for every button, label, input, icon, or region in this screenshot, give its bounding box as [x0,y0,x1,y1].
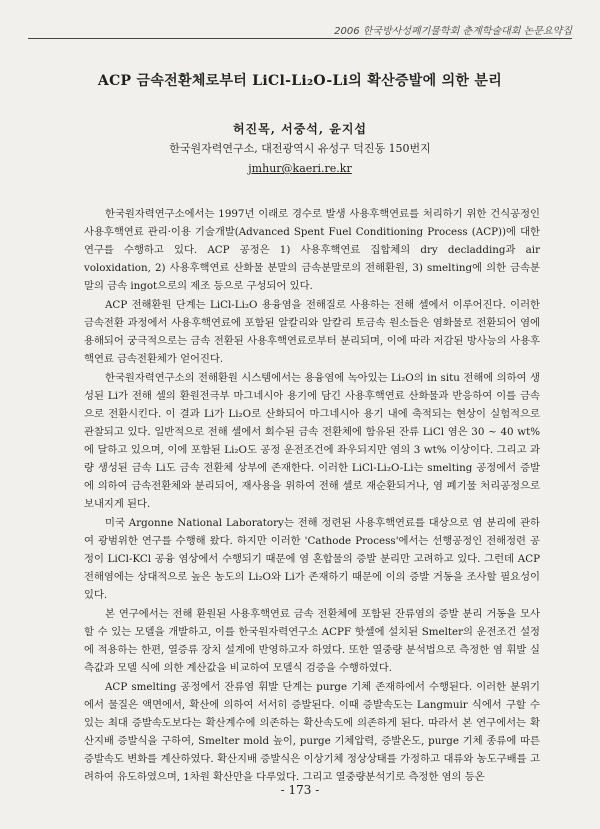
paper-body [84,205,540,787]
running-header: 2006 한국방사성폐기물학회 춘계학술대회 논문요약집 [334,26,572,37]
body-paragraph: ACP 전해환원 단계는 LiCl-Li₂O 용융염을 전해질로 사용하는 전해 셀에서 이루어진다. 이러한 금속전환 과정에서 사용후핵연료에 포함된 알칼리와 알칼리 토금속 원소들은 염화물로 전환되어 염에 용해되어 궁극적으로는 금속 전환된 사용후핵연료로부터 분리되며, 이에 따라 저감된 방사능의 사용후핵연료 금속전환체가 얻어진다. [84,299,540,365]
header-rule [28,38,572,39]
author-email[interactable]: jmhur@kaeri.re.kr [248,162,352,175]
paper-title: ACP 금속전환체로부터 LiCl-Li₂O-Li의 확산증발에 의한 분리 [97,73,503,89]
body-paragraph: 한국원자력연구소의 전해환원 시스템에서는 용융염에 녹아있는 Li₂O의 in situ 전해에 의하여 생성된 Li가 전해 셀의 환원전극부 마그네시아 용기에 담긴 사용후핵연료 산화물과 반응하여 이를 금속으로 전환시킨다. 이 결과 Li가 Li₂O로 산화되어 마그네시아 용기 내에 축적되는 현상이 실험적으로 관찰되고 있다. 일반적으로 전해 셀에서 회수된 금속 전환체에 함유된 잔류 LiCl 염은 30 ~ 40 wt%에 달하고 있으며, 이에 포함된 Li₂O도 공정 운전조건에 좌우되지만 염의 3 wt% 이상이다. 그리고 과량 생성된 금속 Li도 금속 전환체 상부에 존재한다. 이러한 LiCl-Li₂O-Li는 smelting 공정에서 증발에 의하여 금속전환체와 분리되어, 재사용을 위하여 전해 셀로 재순환되거나, 염 폐기물 처리공정으로 보내지게 된다. [84,372,540,510]
page-number: - 173 - [280,783,320,797]
body-paragraph: 본 연구에서는 전해 환원된 사용후핵연료 금속 전환체에 포함된 잔류염의 증발 분리 거동을 모사할 수 있는 모델을 개발하고, 이를 한국원자력연구소 ACPF 핫셀에 설치된 Smelter의 운전조건 설정에 적용하는 한편, 열증류 장치 설계에 반영하고자 하였다. 또한 열중량 분석법으로 측정한 염 휘발 실측값과 모델 식에 의한 계산값을 비교하여 모델식 검증을 수행하였다. [84,608,540,674]
body-paragraph: 한국원자력연구소에서는 1997년 이래로 경수로 발생 사용후핵연료를 처리하기 위한 건식공정인 사용후핵연료 관리·이용 기술개발(Advanced Spent Fuel Conditioning Process (ACP))에 대한 연구를 수행하고 있다. ACP 공정은 1) 사용후핵연료 집합체의 dry decladding과 air voloxidation, 2) 사용후핵연료 산화물 분말의 금속분말로의 전해환원, 3) smelting에 의한 금속분말의 금속 ingot으로의 제조 등으로 구성되어 있다. [84,208,540,292]
affiliation: 한국원자력연구소, 대전광역시 유성구 덕진동 150번지 [169,142,431,155]
body-paragraph: ACP smelting 공정에서 잔류염 휘발 단계는 purge 기체 존재하에서 수행된다. 이러한 분위기에서 물질은 액면에서, 확산에 의하여 서서히 증발된다. 이때 증발속도는 Langmuir 식에서 구할 수 있는 최대 증발속도보다는 확산계수에 의존하는 확산속도에 의존하게 된다. 따라서 본 연구에서는 확산지배 증발식을 구하여, Smelter mold 높이, purge 기체압력, 증발온도, purge 기체 종류에 따른 증발속도 변화를 계산하였다. 확산지배 증발식은 이상기체 정상상태를 가정하고 대류와 농도구배를 고려하여 유도하였으며, 1차원 확산만을 다루었다. 그리고 열중량분석기로 측정한 염의 등온 [84,681,540,783]
author-list: 허진목, 서중석, 윤지섭 [232,122,368,136]
body-paragraph: 미국 Argonne National Laboratory는 전해 정련된 사용후핵연료를 대상으로 염 분리에 관하여 광범위한 연구를 수행해 왔다. 하지만 이러한 'Cathode Process'에서는 선행공정인 전해정련 공정이 LiCl-KCl 공융 염상에서 수행되기 때문에 염 혼합물의 증발 분리만 고려하고 있다. 그런데 ACP 전해염에는 상대적으로 높은 농도의 Li₂O와 Li가 존재하기 때문에 이의 증발 거동을 조사할 필요성이 있다. [84,517,540,601]
